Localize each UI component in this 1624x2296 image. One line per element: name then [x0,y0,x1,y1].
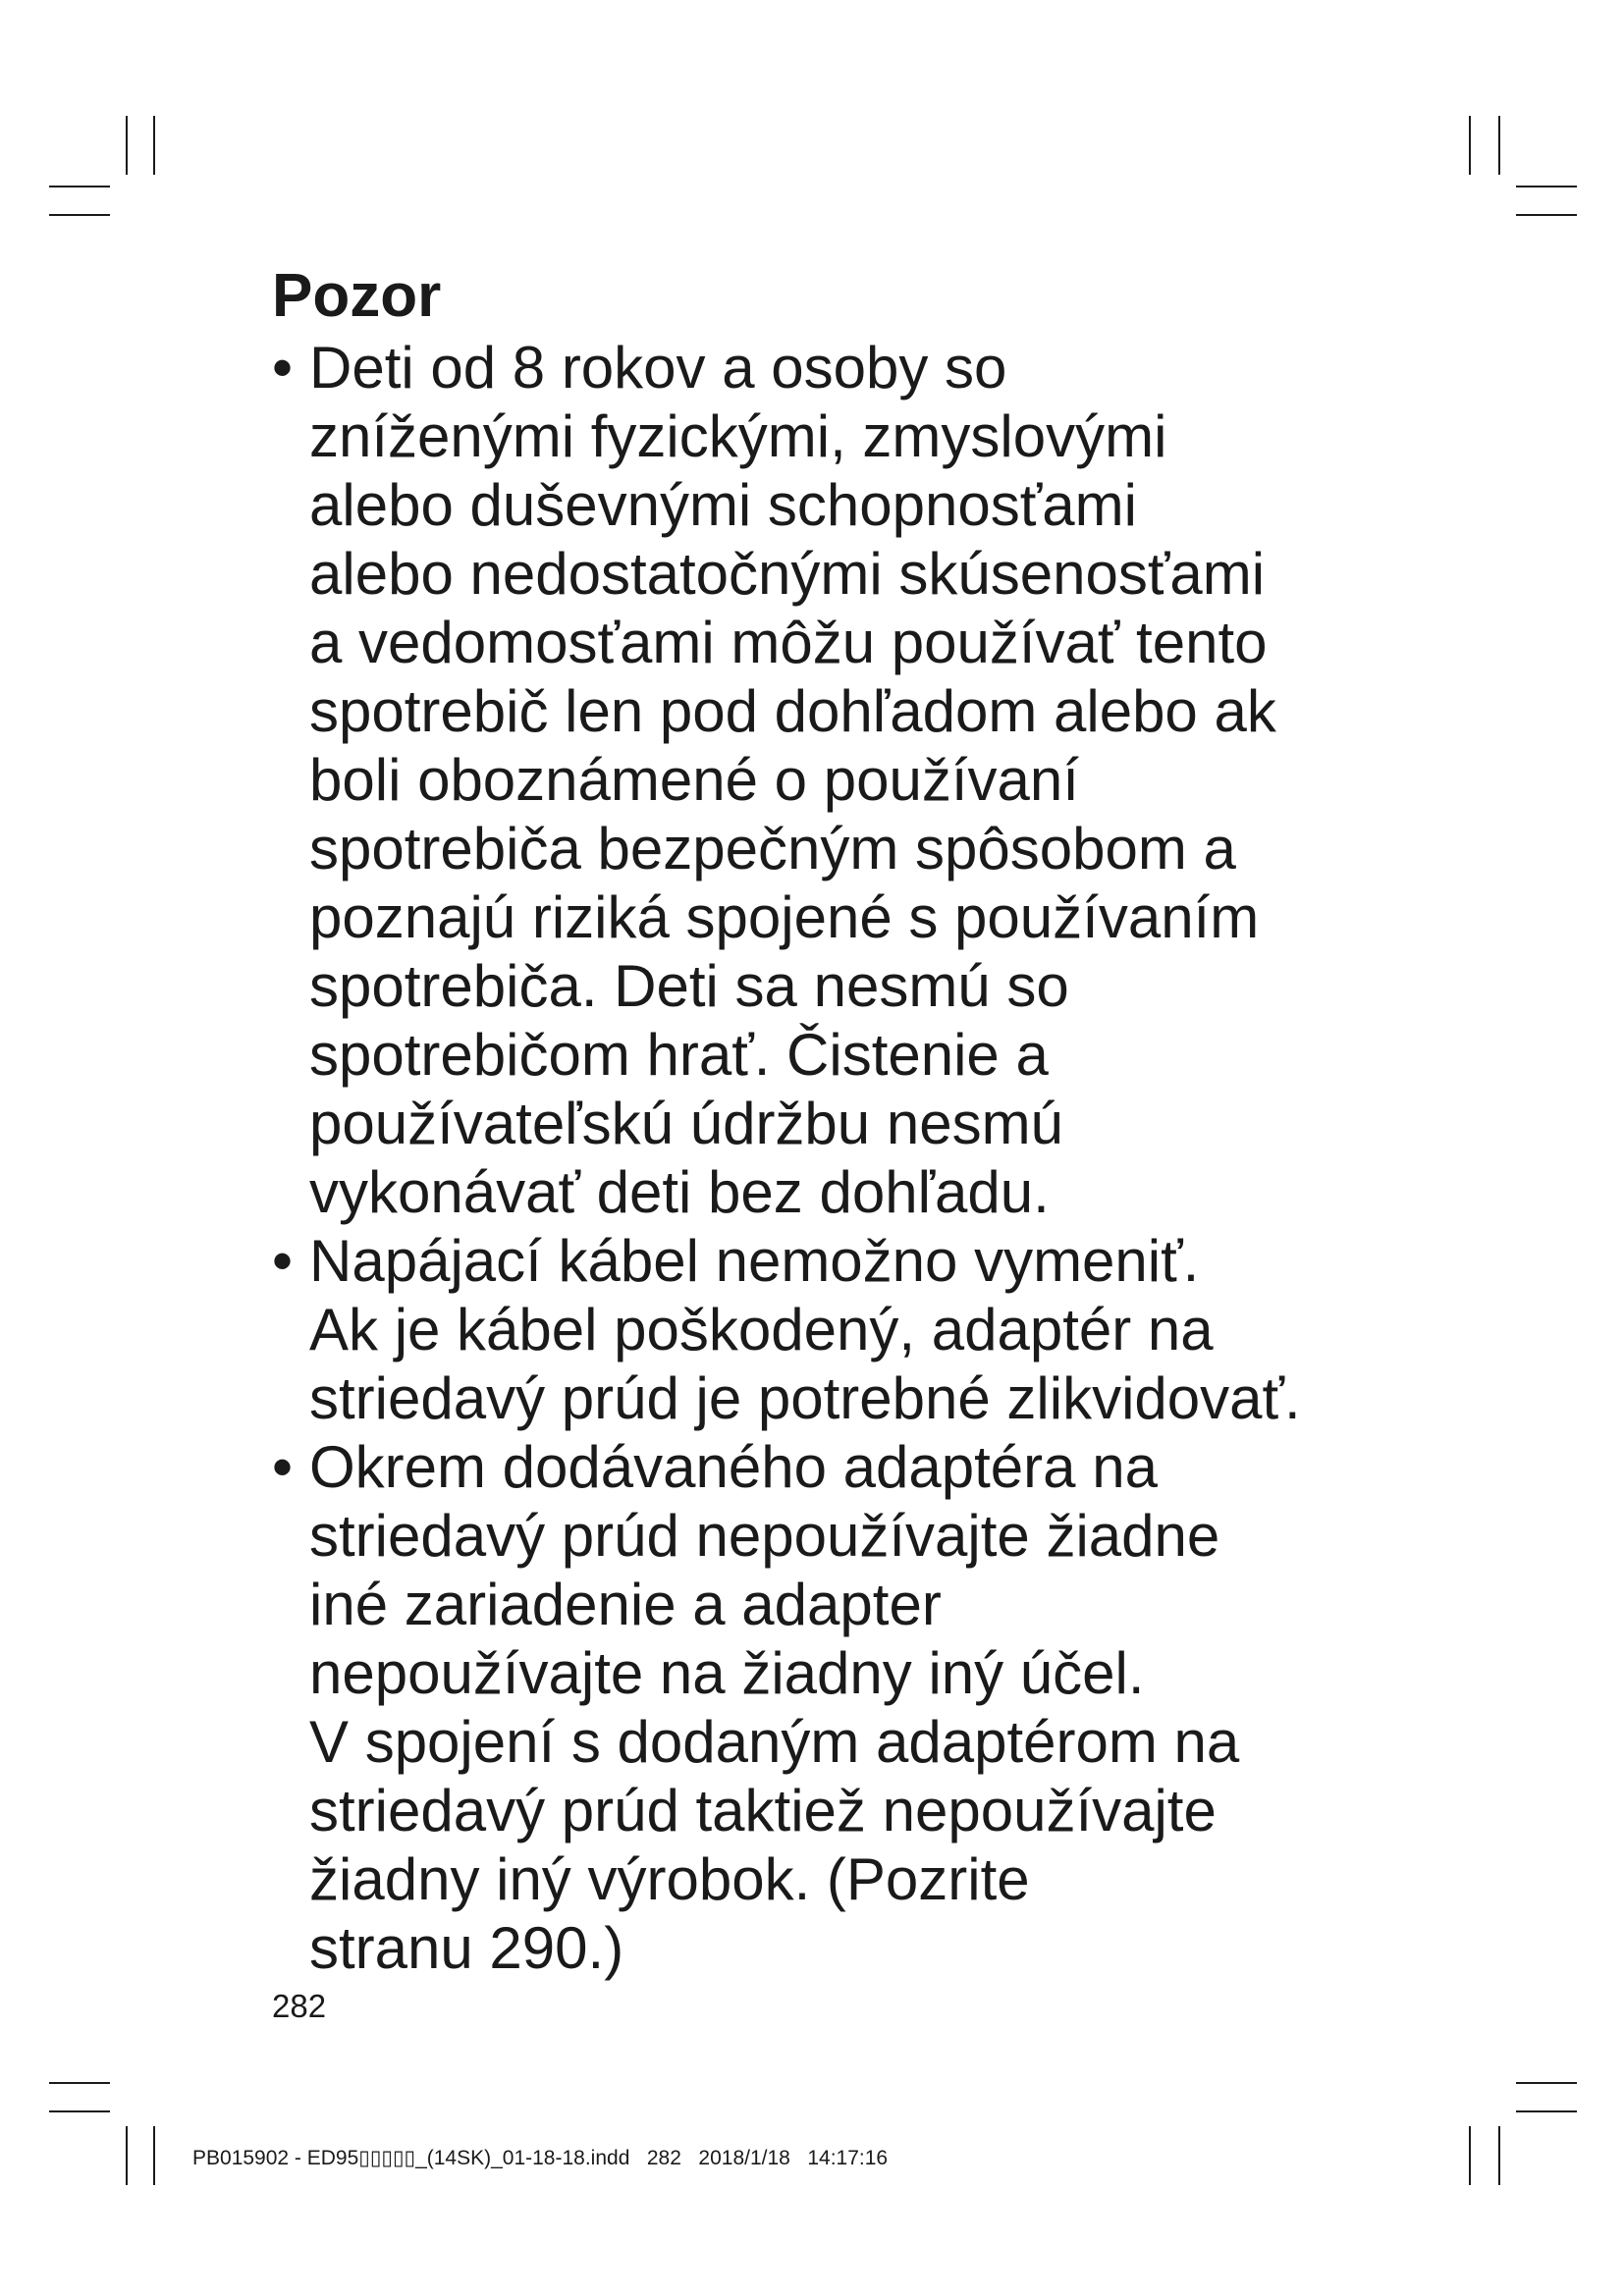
crop-mark-top-right-horizontal-1 [1516,186,1577,187]
bullet-line: žiadny iný výrobok. (Pozrite [309,1846,1030,1912]
bullet-line: spotrebičom hrať. Čistenie a [309,1022,1049,1088]
bullet-line: poznajú riziká spojené s používaním [309,884,1260,950]
bullet-line: nepoužívajte na žiadny iný účel. [309,1640,1145,1706]
bullet-item-power-cord [272,1227,1401,1433]
warning-section [272,263,1401,1983]
bullet-line: spotrebiča bezpečným spôsobom a [309,816,1236,881]
crop-mark-bottom-left-vertical-1 [126,2126,128,2185]
bullet-line: Okrem dodávaného adaptéra na [309,1434,1158,1500]
bullet-item-supervision [272,334,1401,1227]
page-number: 282 [272,1988,327,2024]
crop-mark-top-left-vertical-2 [153,116,155,175]
bullet-line: Napájací kábel nemožno vymeniť. [309,1228,1200,1294]
crop-mark-bottom-left-horizontal-1 [49,2082,110,2084]
crop-mark-top-left-vertical-1 [126,116,128,175]
bullet-line: alebo duševnými schopnosťami [309,472,1137,538]
bullet-line: boli oboznámené o používaní [309,747,1079,813]
bullet-list [272,334,1401,1983]
bullet-point-icon: • [272,1434,294,1500]
crop-mark-bottom-right-horizontal-2 [1516,2110,1577,2112]
crop-mark-top-right-vertical-1 [1469,116,1471,175]
crop-mark-bottom-left-vertical-2 [153,2126,155,2185]
bullet-line: striedavý prúd nepoužívajte žiadne [309,1503,1220,1569]
bullet-line: striedavý prúd taktiež nepoužívajte [309,1778,1217,1843]
bullet-line: spotrebiča. Deti sa nesmú so [309,953,1069,1019]
bullet-point-icon: • [272,335,294,400]
bullet-line: vykonávať deti bez dohľadu. [309,1159,1050,1225]
bullet-line: zníženými fyzickými, zmyslovými [309,403,1167,469]
crop-mark-bottom-right-horizontal-1 [1516,2082,1577,2084]
crop-mark-top-right-vertical-2 [1498,116,1500,175]
bullet-line: V spojení s dodaným adaptérom na [309,1709,1240,1775]
bullet-line: striedavý prúd je potrebné zlikvidovať. [309,1365,1301,1431]
crop-mark-top-left-horizontal-1 [49,186,110,187]
bullet-item-adapter [272,1433,1401,1983]
bullet-line: používateľskú údržbu nesmú [309,1091,1063,1156]
crop-mark-bottom-right-vertical-2 [1498,2126,1500,2185]
bullet-line: stranu 290.) [309,1915,624,1981]
crop-mark-top-right-horizontal-2 [1516,214,1577,216]
bullet-line: alebo nedostatočnými skúsenosťami [309,541,1266,607]
bullet-line: a vedomosťami môžu používať tento [309,610,1268,675]
bullet-line: iné zariadenie a adapter [309,1572,942,1637]
crop-mark-bottom-left-horizontal-2 [49,2110,110,2112]
bullet-line: spotrebič len pod dohľadom alebo ak [309,678,1276,744]
crop-mark-top-left-horizontal-2 [49,214,110,216]
print-slug-footer: PB015902 - ED95▯▯▯▯▯_(14SK)_01-18-18.indd 282 2018/1/18 14:17:16 [192,2147,889,2169]
bullet-line: Deti od 8 rokov a osoby so [309,335,1007,400]
bullet-line: Ak je kábel poškodený, adaptér na [309,1297,1214,1362]
bullet-point-icon: • [272,1228,294,1294]
crop-mark-bottom-right-vertical-1 [1469,2126,1471,2185]
section-heading: Pozor [272,262,442,330]
